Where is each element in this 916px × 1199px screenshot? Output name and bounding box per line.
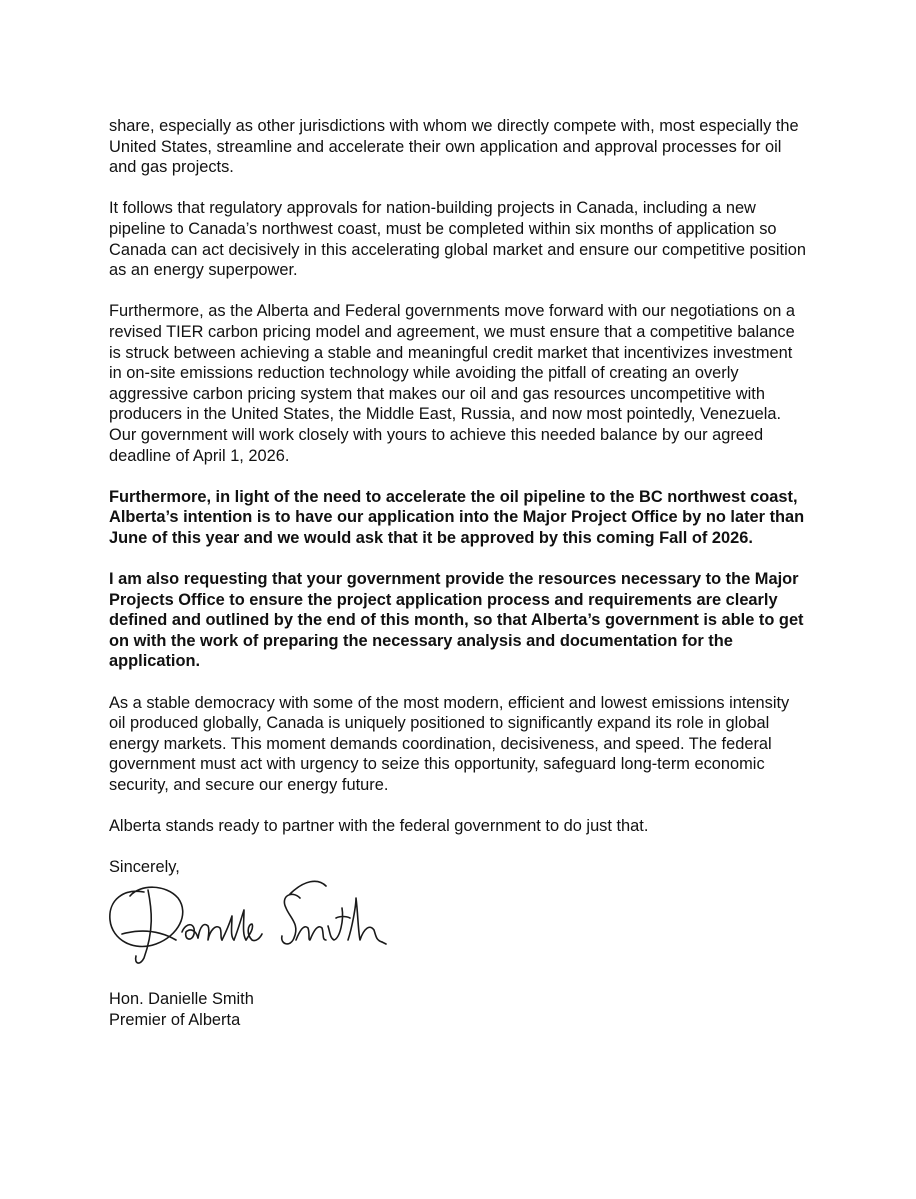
paragraph-2: It follows that regulatory approvals for nation-building projects in Canada, including a new pipeline to Canada’s northwest coast, must be completed within six months of application so Canada can act decisively in this accelerating global market and ensure our competitive position as an energy superpower. — [109, 199, 806, 280]
letter-body — [109, 116, 809, 878]
closing: Sincerely, — [109, 858, 180, 877]
signer-block — [109, 989, 509, 1030]
paragraph-3: Furthermore, as the Alberta and Federal governments move forward with our negotiations on a revised TIER carbon pricing model and agreement, we must ensure that a competitive balance is struck between achieving a stable and meaningful credit market that incentivizes investment in on-site emissions reduction technology while avoiding the pitfall of creating an overly aggressive carbon pricing system that makes our oil and gas resources uncompetitive with producers in the United States, the Middle East, Russia, and now most pointedly, Venezuela. Our government will work closely with yours to achieve this needed balance by our agreed deadline of April 1, 2026. — [109, 302, 796, 465]
signer-title: Premier of Alberta — [109, 1010, 241, 1029]
paragraph-4-bold: Furthermore, in light of the need to accelerate the oil pipeline to the BC northwest coast, Alberta’s intention is to have our application into the Major Project Office by no later than June of this year and we would ask that it be approved by this coming Fall of 2026. — [109, 487, 805, 547]
signature-svg — [104, 870, 394, 970]
paragraph-7: Alberta stands ready to partner with the federal government to do just that. — [109, 817, 649, 836]
paragraph-6: As a stable democracy with some of the most modern, efficient and lowest emissions intensity oil produced globally, Canada is uniquely positioned to significantly expand its role in global energy markets. This moment demands coordination, decisiveness, and speed. The federal government must act with urgency to seize this opportunity, safeguard long-term economic security, and secure our energy future. — [109, 693, 790, 794]
paragraph-1: share, especially as other jurisdictions with whom we directly compete with, most especially the United States, streamline and accelerate their own application and approval processes for oil and gas projects. — [109, 117, 799, 177]
signer-name: Hon. Danielle Smith — [109, 990, 254, 1008]
paragraph-5-bold: I am also requesting that your government provide the resources necessary to the Major Projects Office to ensure the project application process and requirements are clearly defined and outlined by the end of this month, so that Alberta’s government is able to get on with the work of preparing the necessary analysis and documentation for the application. — [109, 570, 804, 671]
handwritten-signature-icon — [104, 870, 394, 970]
